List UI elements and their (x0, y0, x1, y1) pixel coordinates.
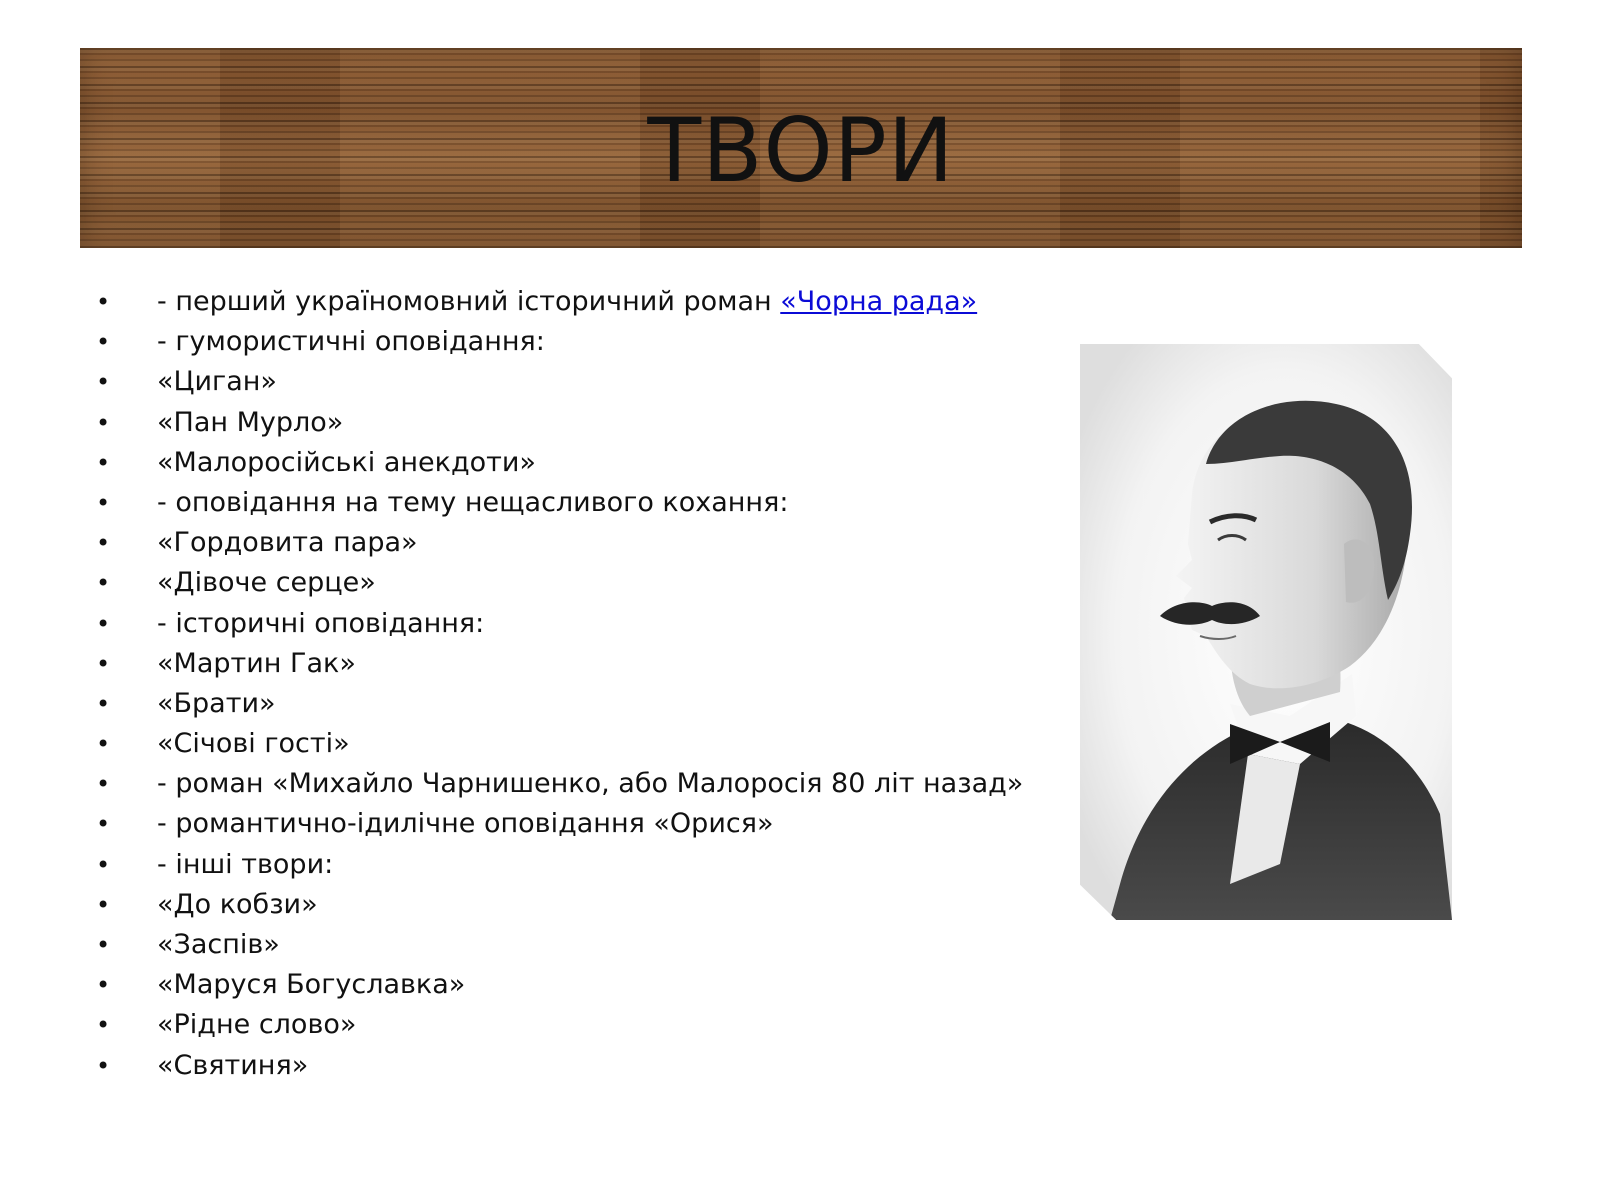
list-item (96, 764, 1056, 804)
list-item (96, 483, 1056, 523)
list-item (96, 724, 1056, 764)
bullet-icon: • (96, 971, 111, 1000)
bullet-icon: • (96, 488, 111, 517)
list-item (96, 925, 1056, 965)
list-item (96, 804, 1056, 844)
list-item (96, 523, 1056, 563)
list-item-text: «Заспів» (157, 929, 280, 960)
works-list (96, 282, 1056, 1086)
bullet-icon: • (96, 448, 111, 477)
portrait-illustration (1080, 344, 1452, 920)
list-item-text: - перший україномовний історичний роман (157, 286, 781, 317)
list-item (96, 443, 1056, 483)
list-item (96, 604, 1056, 644)
slide-title: ТВОРИ (647, 98, 955, 202)
bullet-icon: • (96, 368, 111, 397)
list-item-text: «Святиня» (157, 1049, 309, 1081)
bullet-icon: • (96, 1051, 111, 1080)
list-item-text: «Мартин Гак» (157, 647, 356, 679)
list-item (96, 845, 1056, 885)
bullet-icon: • (96, 770, 111, 799)
list-item (96, 684, 1056, 724)
author-portrait-photo (1080, 344, 1452, 920)
bullet-icon: • (96, 609, 111, 638)
list-item (96, 322, 1056, 362)
list-item-text: - історичні оповідання: (157, 607, 485, 639)
list-item-text: «Пан Мурло» (157, 406, 344, 438)
list-item-text: - роман «Михайло Чарнишенко, або Малоросія 80 літ назад» (157, 768, 1024, 800)
bullet-icon: • (96, 850, 111, 879)
bullet-icon: • (96, 288, 111, 316)
bullet-icon: • (96, 1011, 111, 1040)
bullet-icon: • (96, 810, 111, 839)
list-item (96, 1005, 1056, 1045)
list-item-text: - гумористичні оповідання: (157, 326, 545, 358)
chorna-rada-link[interactable]: «Чорна рада» (780, 286, 978, 317)
portrait-frame (1064, 328, 1468, 936)
list-item-text: «Січові гості» (157, 728, 350, 760)
bullet-icon: • (96, 730, 111, 759)
list-item-text: - інші твори: (157, 848, 334, 880)
title-banner-wood (80, 48, 1522, 248)
bullet-icon: • (96, 328, 111, 357)
list-item (96, 885, 1056, 925)
list-item (96, 282, 1056, 322)
list-item-text: «Рідне слово» (157, 1009, 357, 1041)
bullet-icon: • (96, 569, 111, 598)
list-item-text: «Брати» (157, 687, 276, 719)
list-item (96, 965, 1056, 1005)
list-item (96, 362, 1056, 402)
bullet-icon: • (96, 931, 111, 959)
bullet-icon: • (96, 529, 111, 558)
list-item-text: - романтично-ідилічне оповідання «Орися» (157, 808, 774, 840)
list-item (96, 403, 1056, 443)
bullet-icon: • (96, 408, 111, 437)
list-item-text: «Малоросійські анекдоти» (157, 446, 536, 478)
bullet-icon: • (96, 649, 111, 678)
list-item (96, 563, 1056, 603)
list-item-text: «До кобзи» (157, 888, 318, 920)
list-item-text: «Маруся Богуславка» (157, 969, 466, 1001)
list-item (96, 1046, 1056, 1086)
list-item-text: «Гордовита пара» (157, 527, 418, 559)
list-item-text: «Дівоче серце» (157, 567, 376, 599)
list-item-text: - оповідання на тему нещасливого кохання: (157, 486, 789, 518)
list-item-text: «Циган» (157, 366, 277, 398)
bullet-icon: • (96, 689, 111, 718)
list-item (96, 644, 1056, 684)
bullet-icon: • (96, 890, 111, 919)
